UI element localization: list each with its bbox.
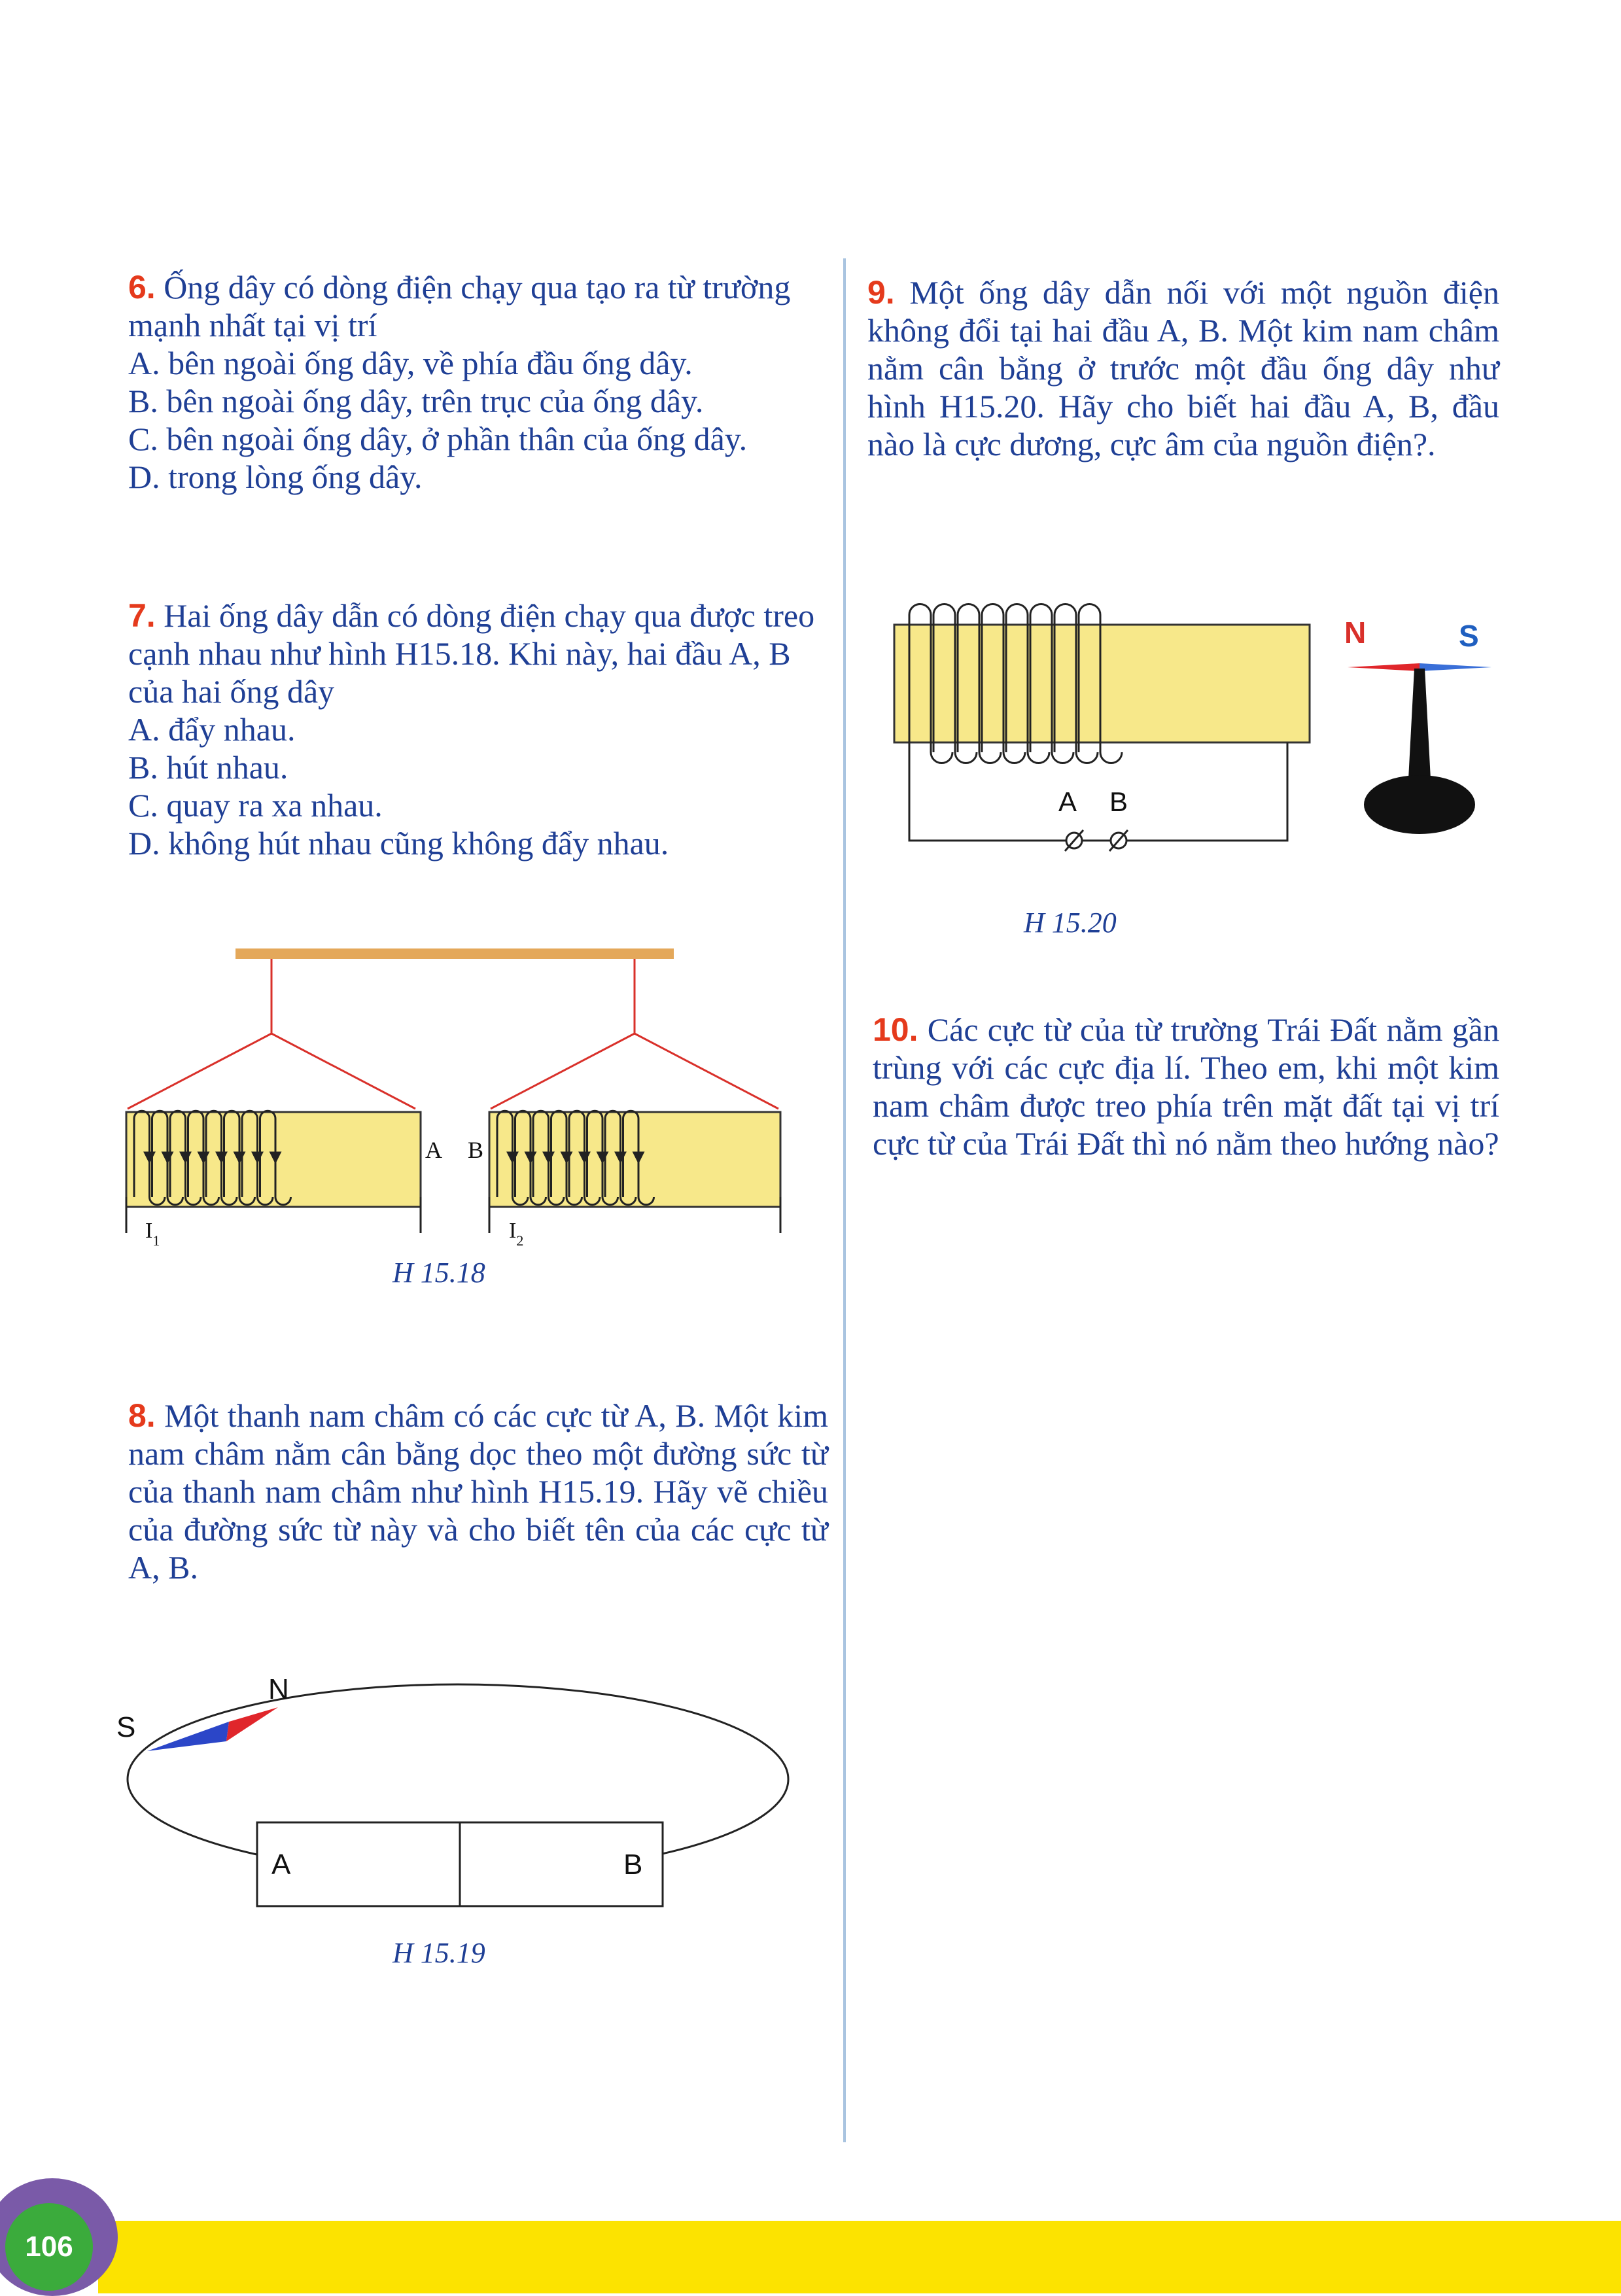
needle-south [147,1722,229,1751]
option: C. bên ngoài ống dây, ở phần thân của ống dây. [128,421,748,457]
magnet-pole-b: B [623,1849,643,1881]
figure-h15-20 [883,595,1505,883]
magnet-pole-a: A [271,1849,291,1881]
question-number: 8. [128,1397,156,1434]
question-number: 9. [867,274,895,311]
current-i2-label: $I_2$ [509,1219,524,1249]
compass-needle-north [1348,663,1420,671]
question-6-stem [128,268,828,344]
question-10 [873,1011,1499,1162]
figure-h15-18 [118,935,811,1256]
label-a: A [1058,786,1077,817]
compass-stand [1408,669,1431,791]
question-9-stem [867,273,1499,463]
column-divider [843,258,846,2142]
caption-h15-19: H 15.19 [392,1937,485,1969]
question-text: Một ống dây dẫn nối với một nguồn điện không đổi tại hai đầu A, B. Một kim nam châm nằm cân bằng ở trước một đầu ống dây như hình H15.20. Hãy cho biết hai đầu A, B, đầu nào là cực dương, cực âm của nguồn điện?. [867,274,1499,462]
page-number: 106 [5,2203,93,2291]
question-6 [128,268,828,496]
support-bar [235,948,674,959]
question-text: Các cực từ của từ trường Trái Đất nằm gần trùng với các cực địa lí. Theo em, khi một kim nam châm được treo phía trên mặt đất tại vị trí cực từ của Trái Đất thì nó nằm theo hướng nào? [873,1011,1499,1162]
label-n: N [268,1673,289,1705]
question-7-stem [128,597,828,710]
compass-base [1364,775,1475,834]
solenoid [894,625,1310,742]
question-9 [867,273,1499,463]
footer-bar [98,2221,1621,2293]
question-number: 7. [128,597,156,634]
question-10-stem [873,1011,1499,1162]
label-s: S [116,1711,136,1743]
label-n: N [1344,616,1367,650]
option: D. trong lòng ống dây. [128,459,423,495]
question-number: 6. [128,269,156,305]
question-text: Ống dây có dòng điện chạy qua tạo ra từ trường mạnh nhất tại vị trí [128,269,791,343]
option: B. hút nhau. [128,749,288,786]
figure-h15-19 [111,1661,805,1923]
needle-north [226,1707,278,1741]
caption-h15-18: H 15.18 [392,1257,485,1289]
compass-needle-south [1420,663,1491,671]
question-8 [128,1397,828,1586]
circuit-wire [909,742,1074,841]
label-a: A [425,1137,442,1163]
option: C. quay ra xa nhau. [128,787,383,824]
question-text: Một thanh nam châm có các cực từ A, B. Một kim nam châm nằm cân bằng dọc theo một đường sức từ của thanh nam châm như hình H15.19. Hãy vẽ chiều của đường sức từ này và cho biết tên của các cực từ A, B. [128,1397,829,1586]
label-s: S [1459,619,1479,653]
question-text: Hai ống dây dẫn có dòng điện chạy qua được treo cạnh nhau như hình H15.18. Khi này, hai đầu A, B của hai ống dây [128,597,815,710]
current-i1-label: $I_1$ [145,1219,160,1249]
caption-h15-20: H 15.20 [1024,907,1117,939]
option: A. bên ngoài ống dây, về phía đầu ống dây. [128,345,693,381]
label-b: B [468,1137,484,1163]
option: D. không hút nhau cũng không đẩy nhau. [128,825,669,861]
option: B. bên ngoài ống dây, trên trục của ống dây. [128,383,704,419]
option: A. đẩy nhau. [128,711,296,748]
question-7 [128,597,828,862]
question-number: 10. [873,1011,918,1048]
question-8-stem [128,1397,828,1586]
label-b: B [1109,786,1128,817]
